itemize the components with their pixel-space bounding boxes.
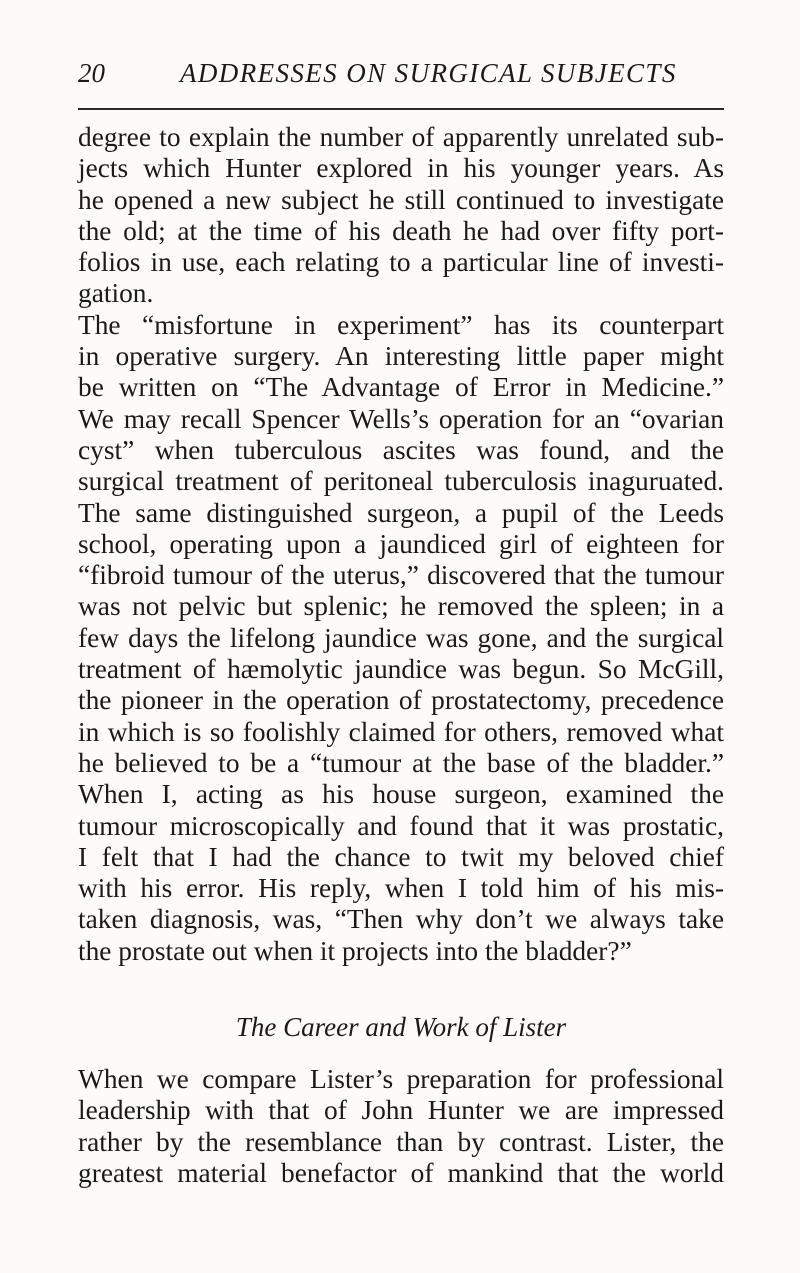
paragraph [78, 1064, 724, 1189]
text-line: folios in use, each relating to a particular line of investi- [78, 247, 724, 278]
text-line: We may recall Spencer Wells’s operation for an “ovarian [78, 403, 724, 434]
text-line: When we compare Lister’s preparation for professional [78, 1064, 724, 1094]
text-line: The “misfortune in experiment” has its counterpart [78, 309, 724, 340]
page-number: 20 [78, 58, 105, 88]
text-line: “fibroid tumour of the uterus,” discovered that the tumour [78, 560, 724, 591]
text-line: school, operating upon a jaundiced girl of eighteen for [78, 528, 724, 559]
text-line: treatment of hæmolytic jaundice was begun. So McGill, [78, 654, 724, 685]
text-line: tumour microscopically and found that it was prostatic, [78, 810, 724, 841]
text-line: with his error. His reply, when I told him of his mis- [78, 873, 724, 904]
header-rule [78, 108, 724, 110]
body-text [78, 122, 724, 967]
text-line: the old; at the time of his death he had over fifty port- [78, 215, 724, 246]
section-heading: The Career and Work of Lister [235, 1012, 567, 1042]
text-line: jects which Hunter explored in his younger years. As [78, 153, 724, 184]
text-line: cyst” when tuberculous ascites was found, and the [78, 434, 724, 465]
text-line: the pioneer in the operation of prostatectomy, precedence [78, 685, 724, 716]
text-line: he believed to be a “tumour at the base of the bladder.” [78, 747, 724, 778]
text-line: he opened a new subject he still continued to investigate [78, 184, 724, 215]
text-line: rather by the resemblance than by contrast. Lister, the [78, 1126, 724, 1157]
running-header [78, 58, 724, 104]
paragraph [78, 122, 724, 310]
text-line: in which is so foolishly claimed for others, removed what [78, 716, 724, 747]
text-line: When I, acting as his house surgeon, examined the [78, 779, 724, 810]
text-line: gation. [78, 278, 154, 309]
text-line: be written on “The Advantage of Error in Medicine.” [78, 372, 724, 403]
text-line: few days the lifelong jaundice was gone, and the surgical [78, 622, 724, 653]
text-line: greatest material benefactor of mankind that the world [78, 1157, 724, 1188]
text-line: taken diagnosis, was, “Then why don’t we always take [78, 904, 724, 935]
running-title: ADDRESSES ON SURGICAL SUBJECTS [180, 58, 677, 88]
text-line: in operative surgery. An interesting little paper might [78, 341, 724, 372]
text-line: the prostate out when it projects into the bladder?” [78, 935, 632, 966]
text-line: degree to explain the number of apparently unrelated sub- [78, 122, 724, 152]
text-line: leadership with that of John Hunter we are impressed [78, 1095, 724, 1126]
body-text [78, 1064, 724, 1189]
text-line: I felt that I had the chance to twit my beloved chief [78, 841, 724, 872]
paragraph [78, 310, 724, 967]
text-line: The same distinguished surgeon, a pupil of the Leeds [78, 497, 724, 528]
text-line: was not pelvic but splenic; he removed the spleen; in a [78, 591, 724, 622]
text-line: surgical treatment of peritoneal tuberculosis inaguruated. [78, 466, 724, 497]
